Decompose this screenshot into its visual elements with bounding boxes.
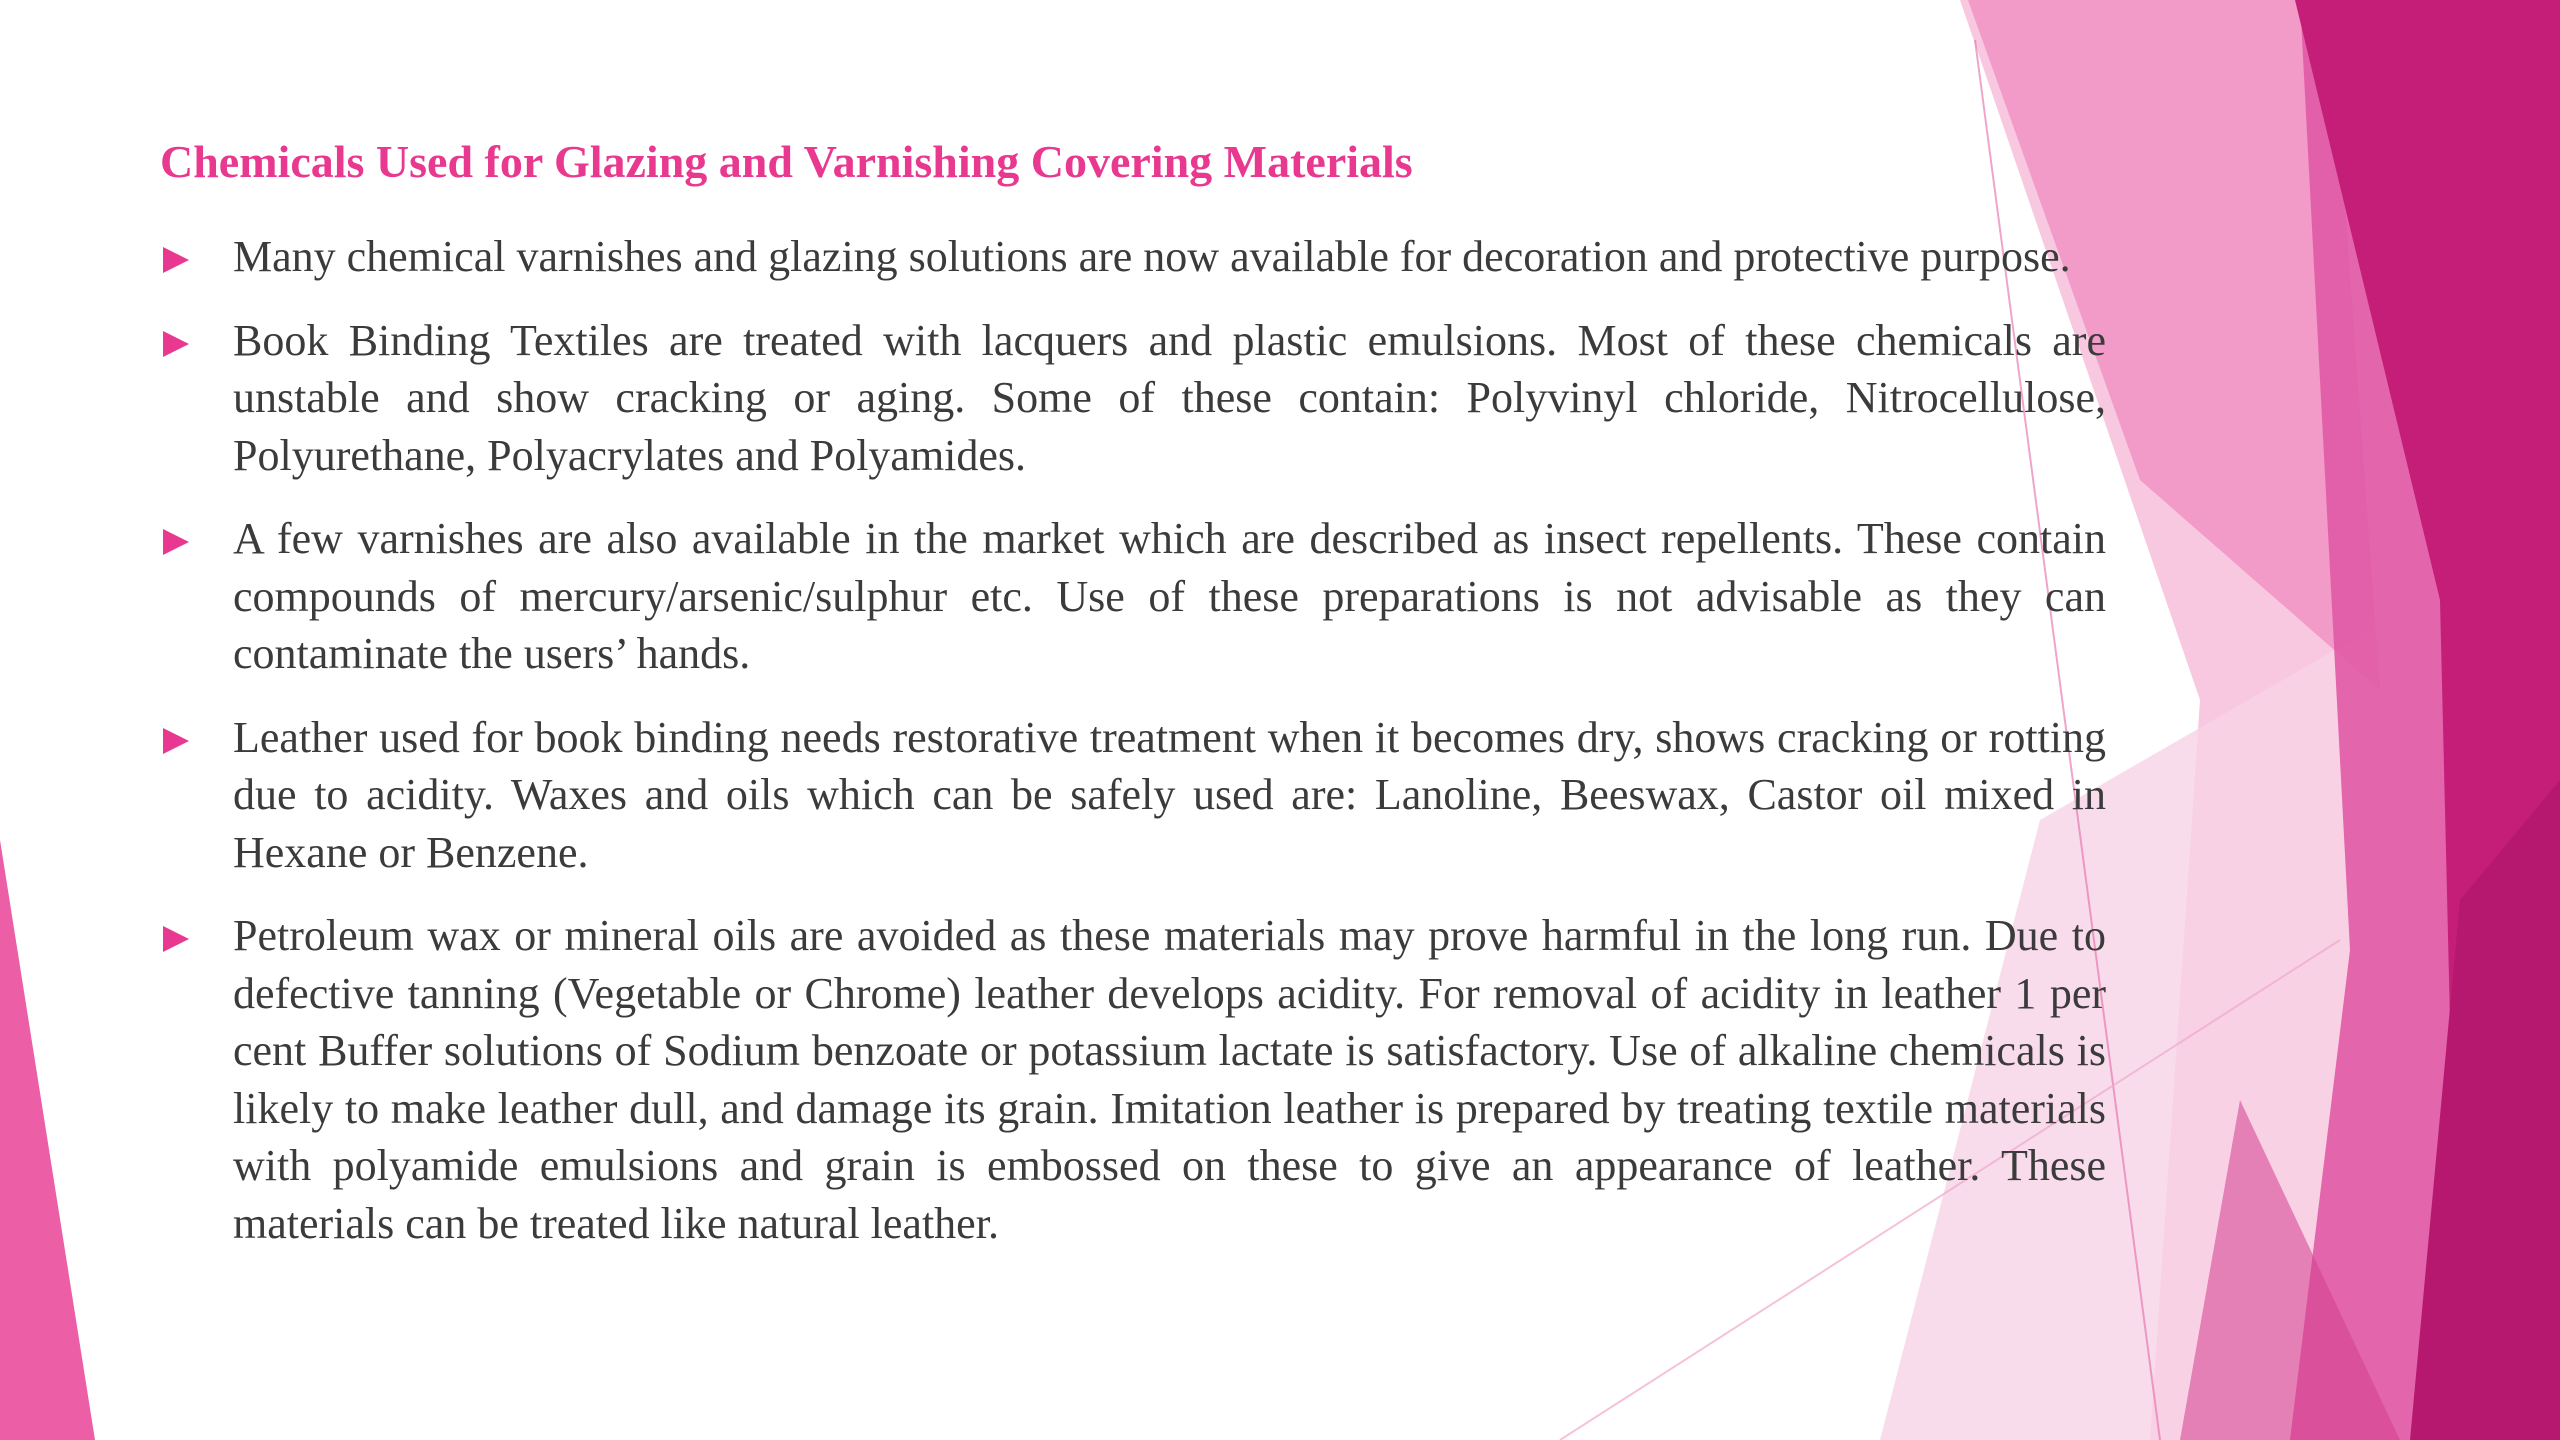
slide-title: Chemicals Used for Glazing and Varnishing Covering Materials xyxy=(160,136,1413,187)
triangle-right-bullet-icon xyxy=(163,728,189,754)
bullet-text: Leather used for book binding needs restorative treatment when it becomes dry, shows cracking or rotting due to acidity. Waxes and oils which can be safely used are: Lanoline, Beeswax, Castor oil mixed in Hexane or Benzene. xyxy=(233,712,2106,877)
triangle-right-bullet-icon xyxy=(163,529,189,555)
bullet-item xyxy=(160,228,2106,286)
slide-content xyxy=(160,132,2106,1278)
bullet-list xyxy=(160,228,2106,1252)
bullet-item xyxy=(160,312,2106,485)
triangle-right-bullet-icon xyxy=(163,926,189,952)
bullet-text: Book Binding Textiles are treated with lacquers and plastic emulsions. Most of these chemicals are unstable and show cracking or aging. Some of these contain: Polyvinyl chloride, Nitrocellulose, Polyurethane, Polyacrylates and Polyamides. xyxy=(233,315,2106,480)
bullet-item xyxy=(160,907,2106,1252)
bullet-item xyxy=(160,510,2106,683)
bullet-text: Petroleum wax or mineral oils are avoided as these materials may prove harmful in the long run. Due to defective tanning (Vegetable or Chrome) leather develops acidity. For removal of acidity in leather 1 per cent Buffer solutions of Sodium benzoate or potassium lactate is satisfactory. Use of alkaline chemicals is likely to make leather dull, and damage its grain. Imitation leather is prepared by treating textile materials with polyamide emulsions and grain is embossed on these to give an appearance of leather. These materials can be treated like natural leather. xyxy=(233,911,2106,1248)
triangle-right-bullet-icon xyxy=(163,331,189,357)
bullet-text: A few varnishes are also available in the market which are described as insect repellents. These contain compounds of mercury/arsenic/sulphur etc. Use of these preparations is not advisable as they can contaminate the users’ hands. xyxy=(233,514,2106,678)
bullet-item xyxy=(160,709,2106,882)
triangle-right-bullet-icon xyxy=(163,247,189,273)
bullet-text: Many chemical varnishes and glazing solutions are now available for decoration and protective purpose. xyxy=(233,232,2071,281)
decor-left-edge xyxy=(0,840,95,1440)
